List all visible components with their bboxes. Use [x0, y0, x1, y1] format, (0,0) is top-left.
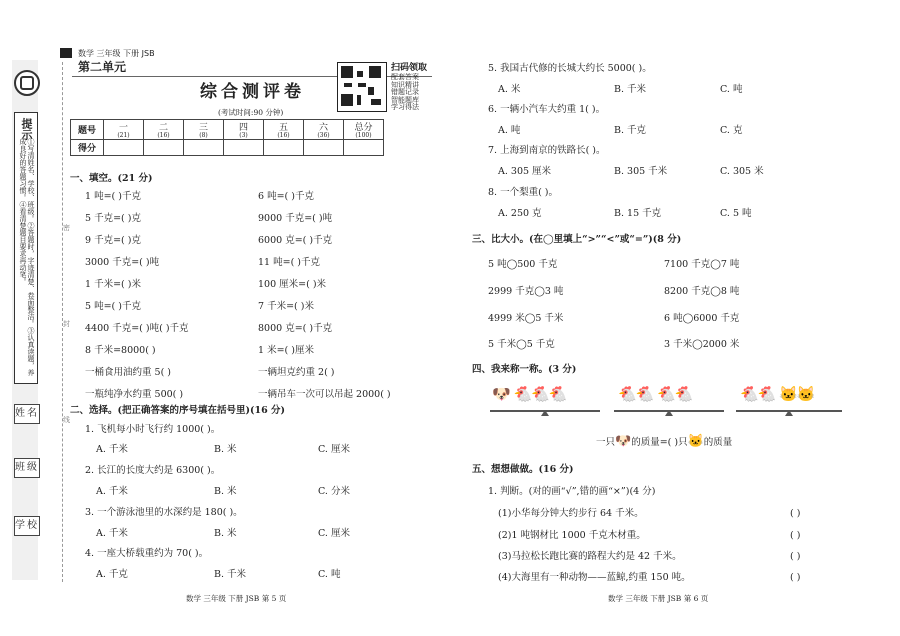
choice-option: B. 千米: [614, 84, 647, 95]
fill-item: 6 吨=( )千克: [258, 191, 314, 202]
score-col: 二 (16): [144, 120, 184, 140]
score-table: [70, 119, 384, 156]
score-col: 六 (36): [304, 120, 344, 140]
weigh-sentence: 一只🐶的质量=( )只🐱的质量: [596, 434, 733, 449]
score-cell[interactable]: [304, 140, 344, 156]
choice-option: A. 米: [498, 84, 521, 95]
choice-option: B. 米: [214, 486, 237, 497]
balance-2-fulcrum: [665, 410, 673, 416]
judge-item: (1)小华每分钟大约步行 64 千米。: [498, 508, 644, 519]
cat-icon: 🐱: [687, 434, 704, 449]
score-cell[interactable]: [184, 140, 224, 156]
score-table-score-row: [71, 140, 384, 156]
choice-option: A. 千米: [96, 444, 128, 455]
choice-option: B. 305 千米: [614, 166, 668, 177]
choice-option: A. 250 克: [498, 208, 542, 219]
compare-item: 5 千米◯5 千克: [488, 339, 555, 350]
score-col: 三 (8): [184, 120, 224, 140]
choice-stem: 2. 长江的长度大约是 6300( )。: [85, 465, 221, 476]
compare-item: 5 吨◯500 千克: [488, 259, 558, 270]
class-label: 班级: [14, 458, 40, 478]
fill-item: 3000 千克=( )吨: [85, 257, 160, 268]
footer-left: 数学 三年级 下册 JSB 第 5 页: [186, 594, 287, 603]
judge-answer-blank[interactable]: ( ): [790, 508, 801, 519]
compare-item: 6 吨◯6000 千克: [664, 313, 740, 324]
dog-icon: 🐶: [615, 434, 632, 449]
fill-item: 1 米=( )厘米: [258, 345, 314, 356]
page-title: 综合测评卷: [200, 82, 305, 102]
time-note: (考试时间:90 分钟): [218, 108, 284, 117]
fill-item: 1 千米=( )米: [85, 279, 141, 290]
section-4-title: 四、我来称一称。(3 分): [472, 364, 577, 375]
fill-item: 一桶食用油约重 5( ): [85, 367, 171, 378]
fill-item: 11 吨=( )千克: [258, 257, 321, 268]
judge-item: (3)马拉松长跑比赛的路程大约是 42 千米。: [498, 551, 682, 562]
judge-item: (4)大海里有一种动物——蓝鲸,约重 150 吨。: [498, 572, 691, 583]
choice-option: C. 厘米: [318, 528, 350, 539]
choice-option: C. 分米: [318, 486, 350, 497]
choice-option: B. 千米: [214, 569, 247, 580]
choice-stem: 8. 一个梨重( )。: [488, 187, 559, 198]
score-cell[interactable]: [104, 140, 144, 156]
fill-item: 6000 克=( )千克: [258, 235, 333, 246]
choice-option: C. 克: [720, 125, 743, 136]
choice-option: C. 厘米: [318, 444, 350, 455]
fill-item: 7 千米=( )米: [258, 301, 314, 312]
tip-text: ①写清姓名、学校、班级。②答题时，字迹清楚、卷面整洁。③认真读题，养成良好的答题习惯。④看清楚题目要求再动笔。: [19, 138, 35, 376]
fill-item: 5 千克=( )克: [85, 213, 141, 224]
section-2-title: 二、选择。(把正确答案的序号填在括号里)(16 分): [70, 405, 286, 416]
subject-line: 数学 三年级 下册 JSB: [78, 49, 155, 58]
fill-item: 9000 千克=( )吨: [258, 213, 333, 224]
section-5-title: 五、想想做做。(16 分): [472, 464, 574, 475]
binding-word-feng: 封: [63, 320, 70, 328]
row-label-question-number: 题号: [71, 120, 104, 140]
fill-item: 9 千克=( )克: [85, 235, 141, 246]
choice-option: A. 千米: [96, 528, 128, 539]
choice-option: A. 千米: [96, 486, 128, 497]
footer-right: 数学 三年级 下册 JSB 第 6 页: [608, 594, 709, 603]
balance-3-fulcrum: [785, 410, 793, 416]
qr-feature: 错题记录: [391, 88, 419, 96]
qr-feature: 知识精讲: [391, 80, 419, 89]
choice-option: B. 千克: [614, 125, 647, 136]
choice-option: B. 米: [214, 528, 237, 539]
judge-answer-blank[interactable]: ( ): [790, 572, 801, 583]
score-col: 四 (3): [224, 120, 264, 140]
choice-option: A. 305 厘米: [498, 166, 552, 177]
judge-instructions: 1. 判断。(对的画“√”,错的画“×”)(4 分): [488, 486, 656, 497]
header-tab-marker: [60, 48, 72, 58]
fill-item: 一辆坦克约重 2( ): [258, 367, 335, 378]
judge-item: (2)1 吨钢材比 1000 千克木材重。: [498, 530, 646, 541]
qr-features: [391, 74, 419, 112]
score-col-total: 总分 (100): [344, 120, 384, 140]
choice-stem: 3. 一个游泳池里的水深约是 180( )。: [85, 507, 243, 518]
choice-option: B. 15 千克: [614, 208, 662, 219]
choice-stem: 1. 飞机每小时飞行约 1000( )。: [85, 424, 221, 435]
choice-option: C. 吨: [720, 84, 743, 95]
fill-item: 4400 千克=( )吨( )千克: [85, 323, 189, 334]
tip-title: 提示: [20, 118, 33, 140]
fill-item: 1 吨=( )千克: [85, 191, 141, 202]
compare-item: 3 千米◯2000 米: [664, 339, 740, 350]
qr-feature: 智能题库: [391, 95, 419, 104]
compare-item: 4999 米◯5 千米: [488, 313, 564, 324]
choice-option: A. 千克: [96, 569, 128, 580]
balance-1-fulcrum: [541, 410, 549, 416]
fill-item: 8 千米=8000( ): [85, 345, 156, 356]
qr-feature: 配套答案: [391, 73, 419, 81]
choice-option: A. 吨: [498, 125, 521, 136]
compare-item: 2999 千克◯3 吨: [488, 286, 564, 297]
compare-item: 7100 千克◯7 吨: [664, 259, 740, 270]
qr-feature: 学习得法: [391, 103, 419, 111]
choice-option: B. 米: [214, 444, 237, 455]
qr-label: 扫码领取: [391, 63, 428, 73]
compare-item: 8200 千克◯8 吨: [664, 286, 740, 297]
publisher-logo-inner-icon: [20, 76, 34, 90]
balance-1-animals-icon: 🐶 🐔🐔🐔: [492, 385, 567, 403]
choice-stem: 7. 上海到南京的铁路长( )。: [488, 145, 606, 156]
score-col: 五 (16): [264, 120, 304, 140]
unit-title: 第二单元: [78, 60, 127, 74]
balance-2-animals-icon: 🐔🐔 🐔🐔: [618, 385, 693, 403]
judge-answer-blank[interactable]: ( ): [790, 530, 801, 541]
row-label-score: 得分: [71, 140, 104, 156]
balance-3-animals-icon: 🐔🐔 🐱🐱: [740, 385, 815, 403]
fill-item: 8000 克=( )千克: [258, 323, 333, 334]
score-cell[interactable]: [224, 140, 264, 156]
choice-option: C. 305 米: [720, 166, 764, 177]
fill-item: 100 厘米=( )米: [258, 279, 327, 290]
fill-item: 一瓶纯净水约重 500( ): [85, 389, 184, 400]
score-cell[interactable]: [264, 140, 304, 156]
school-label: 学校: [14, 516, 40, 536]
section-1-title: 一、填空。(21 分): [70, 173, 153, 184]
judge-answer-blank[interactable]: ( ): [790, 551, 801, 562]
score-col: 一 (21): [104, 120, 144, 140]
choice-option: C. 吨: [318, 569, 341, 580]
choice-stem: 5. 我国古代修的长城大约长 5000( )。: [488, 63, 652, 74]
choice-option: C. 5 吨: [720, 208, 752, 219]
name-label: 姓名: [14, 404, 40, 424]
fill-item: 5 吨=( )千克: [85, 301, 141, 312]
score-cell-total[interactable]: [344, 140, 384, 156]
qr-code-icon[interactable]: [337, 62, 387, 112]
binding-word-xian: 线: [63, 416, 70, 424]
choice-stem: 6. 一辆小汽车大约重 1( )。: [488, 104, 606, 115]
score-table-header-row: [71, 120, 384, 140]
choice-stem: 4. 一座大桥载重约为 70( )。: [85, 548, 209, 559]
section-3-title: 三、比大小。(在◯里填上“>”“<”或“=”)(8 分): [472, 234, 682, 245]
score-cell[interactable]: [144, 140, 184, 156]
binding-word-mi: 密: [63, 224, 70, 232]
fill-item: 一辆吊车一次可以吊起 2000( ): [258, 389, 391, 400]
